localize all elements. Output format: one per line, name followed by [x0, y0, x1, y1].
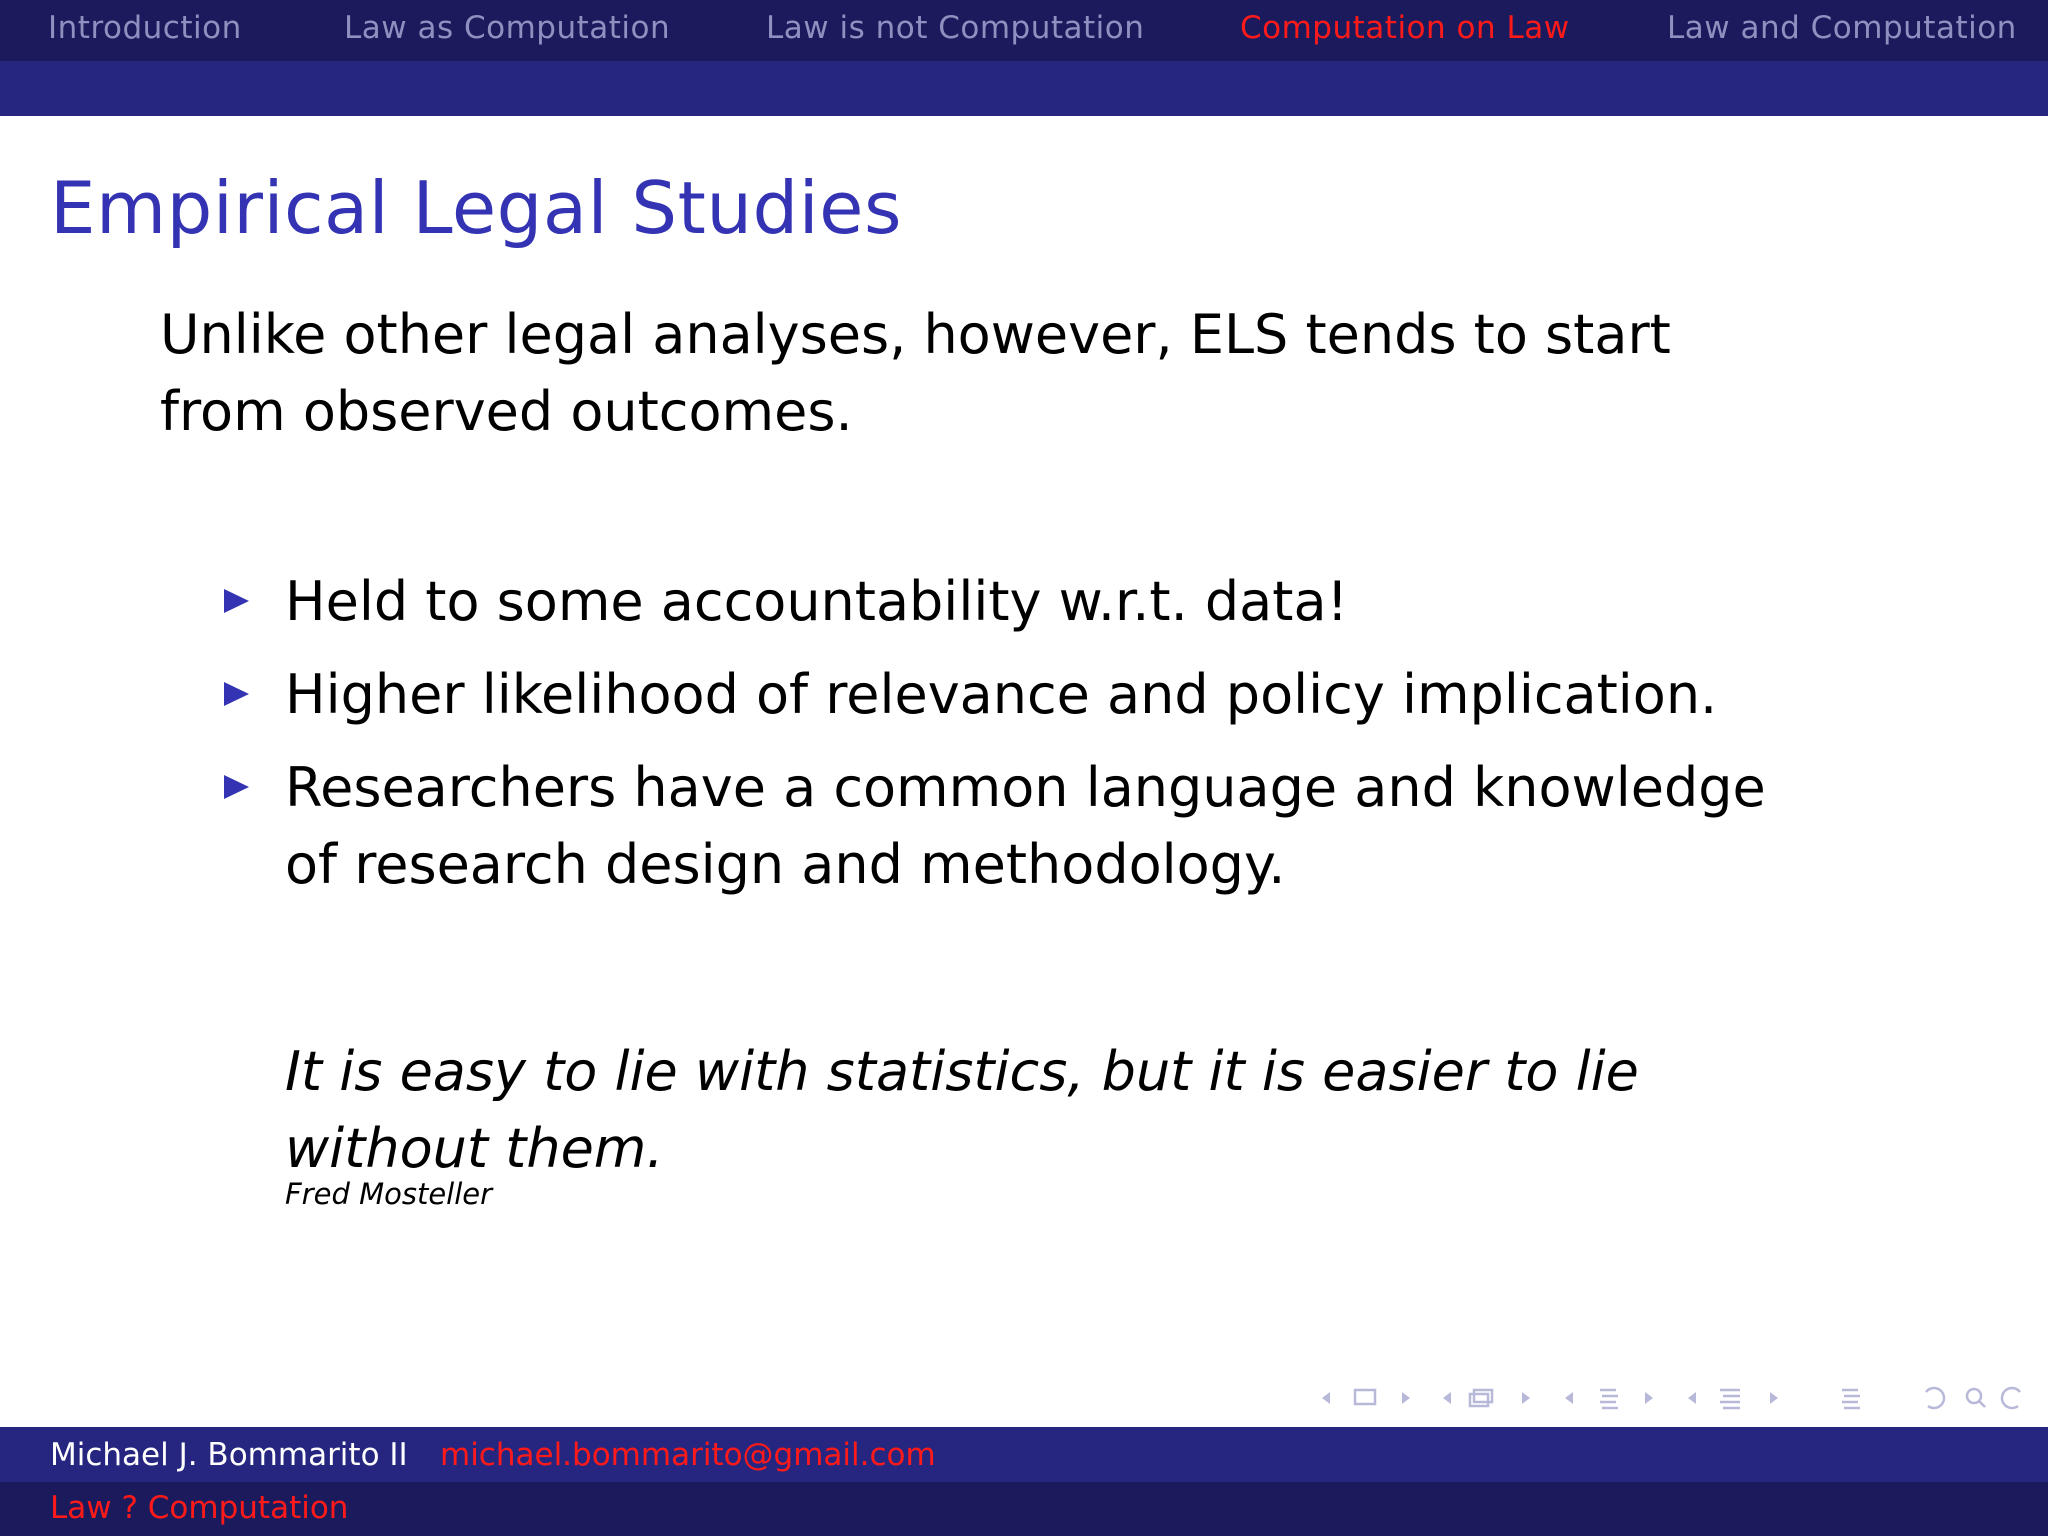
quote-text: It is easy to lie with statistics, but it is easier to lie without them. — [285, 1040, 1639, 1180]
back-icon[interactable] — [1926, 1388, 1944, 1408]
footer-author: Michael J. Bommarito II — [50, 1437, 408, 1473]
triangle-bullet-icon — [224, 682, 249, 706]
search-symbols — [1920, 1378, 2030, 1418]
bullet-text: Researchers have a common language and knowledge of research design and methodology. — [285, 756, 1766, 896]
search-icon[interactable] — [1967, 1389, 1981, 1403]
forward-icon[interactable] — [2002, 1388, 2020, 1408]
bullet-text: Held to some accountability w.r.t. data! — [285, 570, 1349, 633]
nav-section-introduction[interactable]: Introduction — [48, 10, 242, 46]
document-nav-icon[interactable] — [1688, 1390, 1778, 1408]
frame-nav-icon[interactable] — [1322, 1390, 1410, 1404]
bullet-text: Higher likelihood of relevance and policy implication. — [285, 663, 1718, 726]
triangle-bullet-icon — [224, 589, 249, 613]
intro-paragraph: Unlike other legal analyses, however, ELS tends to start from observed outcomes. — [160, 303, 1671, 443]
section-nav-icon[interactable] — [1565, 1390, 1653, 1408]
nav-section-law-and-computation[interactable]: Law and Computation — [1667, 10, 2017, 46]
quote-author: Fred Mosteller — [285, 1177, 493, 1211]
appendix-icon[interactable] — [1842, 1390, 1860, 1408]
triangle-bullet-icon — [224, 775, 249, 799]
subsection-bar — [0, 61, 2048, 116]
slide-title: Empirical Legal Studies — [50, 166, 902, 250]
section-navigation — [0, 0, 2048, 61]
nav-section-law-is-not-computation[interactable]: Law is not Computation — [766, 10, 1145, 46]
footer-email-link[interactable]: michael.bommarito@gmail.com — [440, 1437, 936, 1473]
subsection-nav-icon[interactable] — [1443, 1390, 1530, 1406]
navigation-symbols — [1310, 1378, 1910, 1418]
nav-section-computation-on-law[interactable]: Computation on Law — [1240, 10, 1570, 46]
search-symbols-svg — [1920, 1378, 2030, 1418]
nav-section-law-as-computation[interactable]: Law as Computation — [344, 10, 671, 46]
footer-short-title: Law ? Computation — [50, 1490, 349, 1526]
nav-symbols-svg — [1310, 1378, 1910, 1418]
